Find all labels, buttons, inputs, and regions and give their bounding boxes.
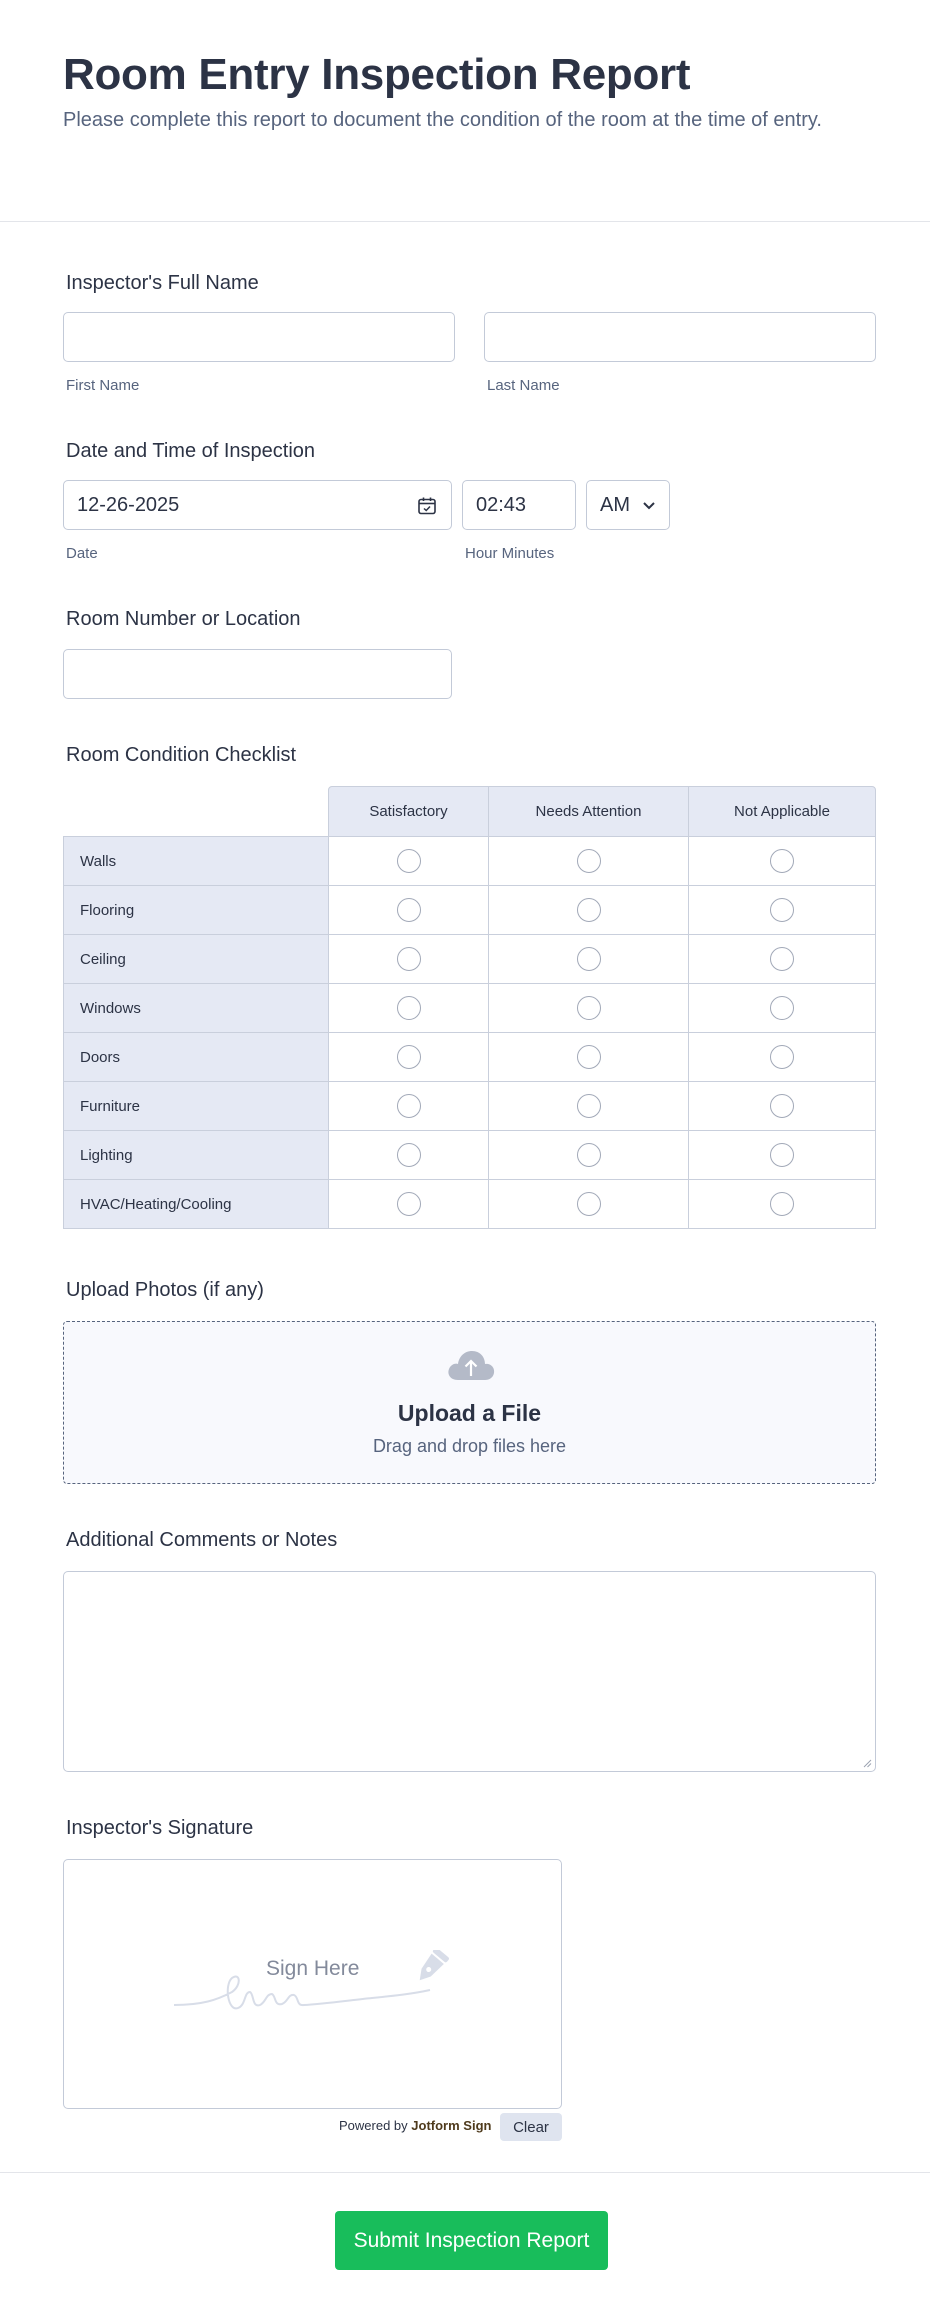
date-sublabel: Date [66, 545, 98, 562]
condition-radio[interactable] [577, 1094, 601, 1118]
condition-radio[interactable] [770, 996, 794, 1020]
matrix-column-header: Not Applicable [688, 786, 876, 837]
time-input[interactable] [462, 480, 576, 530]
condition-radio[interactable] [770, 947, 794, 971]
matrix-cell [328, 983, 489, 1033]
condition-radio[interactable] [577, 1143, 601, 1167]
condition-radio[interactable] [577, 1045, 601, 1069]
matrix-cell [328, 1130, 489, 1180]
matrix-cell [688, 1081, 876, 1131]
matrix-row-label: Ceiling [63, 934, 329, 984]
room-input[interactable] [63, 649, 452, 699]
matrix-cell [328, 1032, 489, 1082]
matrix-cell [488, 1081, 689, 1131]
time-value: 02:43 [476, 494, 527, 516]
matrix-cell [488, 836, 689, 886]
matrix-cell [488, 983, 689, 1033]
cloud-upload-icon [446, 1346, 496, 1384]
date-input[interactable] [63, 480, 452, 530]
chevron-down-icon [641, 497, 657, 513]
condition-radio[interactable] [577, 947, 601, 971]
calendar-icon[interactable] [417, 496, 437, 516]
condition-radio[interactable] [770, 898, 794, 922]
matrix-column-header: Needs Attention [488, 786, 689, 837]
condition-radio[interactable] [397, 996, 421, 1020]
page-subtitle: Please complete this report to document the condition of the room at the time of entry. [63, 109, 822, 131]
matrix-row-label: Doors [63, 1032, 329, 1082]
matrix-row-label: Flooring [63, 885, 329, 935]
condition-radio[interactable] [577, 1192, 601, 1216]
ampm-value: AM [600, 494, 630, 516]
datetime-label: Date and Time of Inspection [66, 440, 316, 462]
room-label: Room Number or Location [66, 608, 301, 630]
matrix-row-label: Lighting [63, 1130, 329, 1180]
matrix-cell [328, 836, 489, 886]
matrix-row-label: Windows [63, 983, 329, 1033]
powered-prefix: Powered by [339, 2118, 408, 2133]
matrix-cell [688, 885, 876, 935]
condition-radio[interactable] [770, 1094, 794, 1118]
condition-radio[interactable] [397, 1045, 421, 1069]
condition-radio[interactable] [770, 1192, 794, 1216]
checklist-label: Room Condition Checklist [66, 744, 297, 766]
comments-textarea[interactable] [63, 1571, 876, 1772]
matrix-cell [328, 885, 489, 935]
matrix-row-label: HVAC/Heating/Cooling [63, 1179, 329, 1229]
first-name-input[interactable] [63, 312, 455, 362]
matrix-row-label: Furniture [63, 1081, 329, 1131]
signature-label: Inspector's Signature [66, 1817, 254, 1839]
matrix-cell [328, 1179, 489, 1229]
submit-button[interactable]: Submit Inspection Report [335, 2211, 608, 2270]
matrix-cell [688, 983, 876, 1033]
ampm-select[interactable] [586, 480, 670, 530]
file-upload-dropzone[interactable] [63, 1321, 876, 1484]
condition-radio[interactable] [397, 1192, 421, 1216]
matrix-cell [688, 1130, 876, 1180]
signature-pad[interactable] [63, 1859, 562, 2109]
form-header [0, 0, 930, 222]
matrix-row-label: Walls [63, 836, 329, 886]
time-sublabel: Hour Minutes [465, 545, 555, 562]
condition-radio[interactable] [770, 1045, 794, 1069]
condition-radio[interactable] [770, 849, 794, 873]
date-value: 12-26-2025 [77, 494, 180, 516]
first-name-sublabel: First Name [66, 377, 140, 394]
clear-signature-button[interactable]: Clear [500, 2113, 562, 2141]
condition-radio[interactable] [577, 996, 601, 1020]
matrix-cell [488, 934, 689, 984]
matrix-cell [688, 836, 876, 886]
full-name-label: Inspector's Full Name [66, 272, 259, 294]
powered-brand[interactable]: Jotform Sign [411, 2118, 492, 2133]
matrix-column-header: Satisfactory [328, 786, 489, 837]
last-name-sublabel: Last Name [487, 377, 560, 394]
matrix-cell [488, 1032, 689, 1082]
resize-handle-icon[interactable] [862, 1758, 872, 1768]
condition-radio[interactable] [577, 849, 601, 873]
page-title: Room Entry Inspection Report [63, 50, 691, 99]
upload-label: Upload Photos (if any) [66, 1279, 264, 1301]
footer-divider [0, 2172, 930, 2173]
powered-by-text [339, 2118, 491, 2133]
last-name-input[interactable] [484, 312, 876, 362]
condition-radio[interactable] [397, 947, 421, 971]
condition-radio[interactable] [397, 849, 421, 873]
condition-radio[interactable] [397, 898, 421, 922]
matrix-cell [488, 1179, 689, 1229]
upload-title: Upload a File [397, 1400, 542, 1426]
condition-radio[interactable] [770, 1143, 794, 1167]
signature-placeholder: Sign Here [266, 1957, 360, 1980]
matrix-cell [688, 1179, 876, 1229]
condition-radio[interactable] [577, 898, 601, 922]
matrix-cell [688, 934, 876, 984]
matrix-cell [328, 934, 489, 984]
matrix-cell [488, 885, 689, 935]
condition-radio[interactable] [397, 1094, 421, 1118]
matrix-cell [488, 1130, 689, 1180]
matrix-cell [328, 1081, 489, 1131]
matrix-cell [688, 1032, 876, 1082]
upload-subtitle: Drag and drop files here [372, 1436, 567, 1456]
comments-label: Additional Comments or Notes [66, 1529, 338, 1551]
condition-radio[interactable] [397, 1143, 421, 1167]
